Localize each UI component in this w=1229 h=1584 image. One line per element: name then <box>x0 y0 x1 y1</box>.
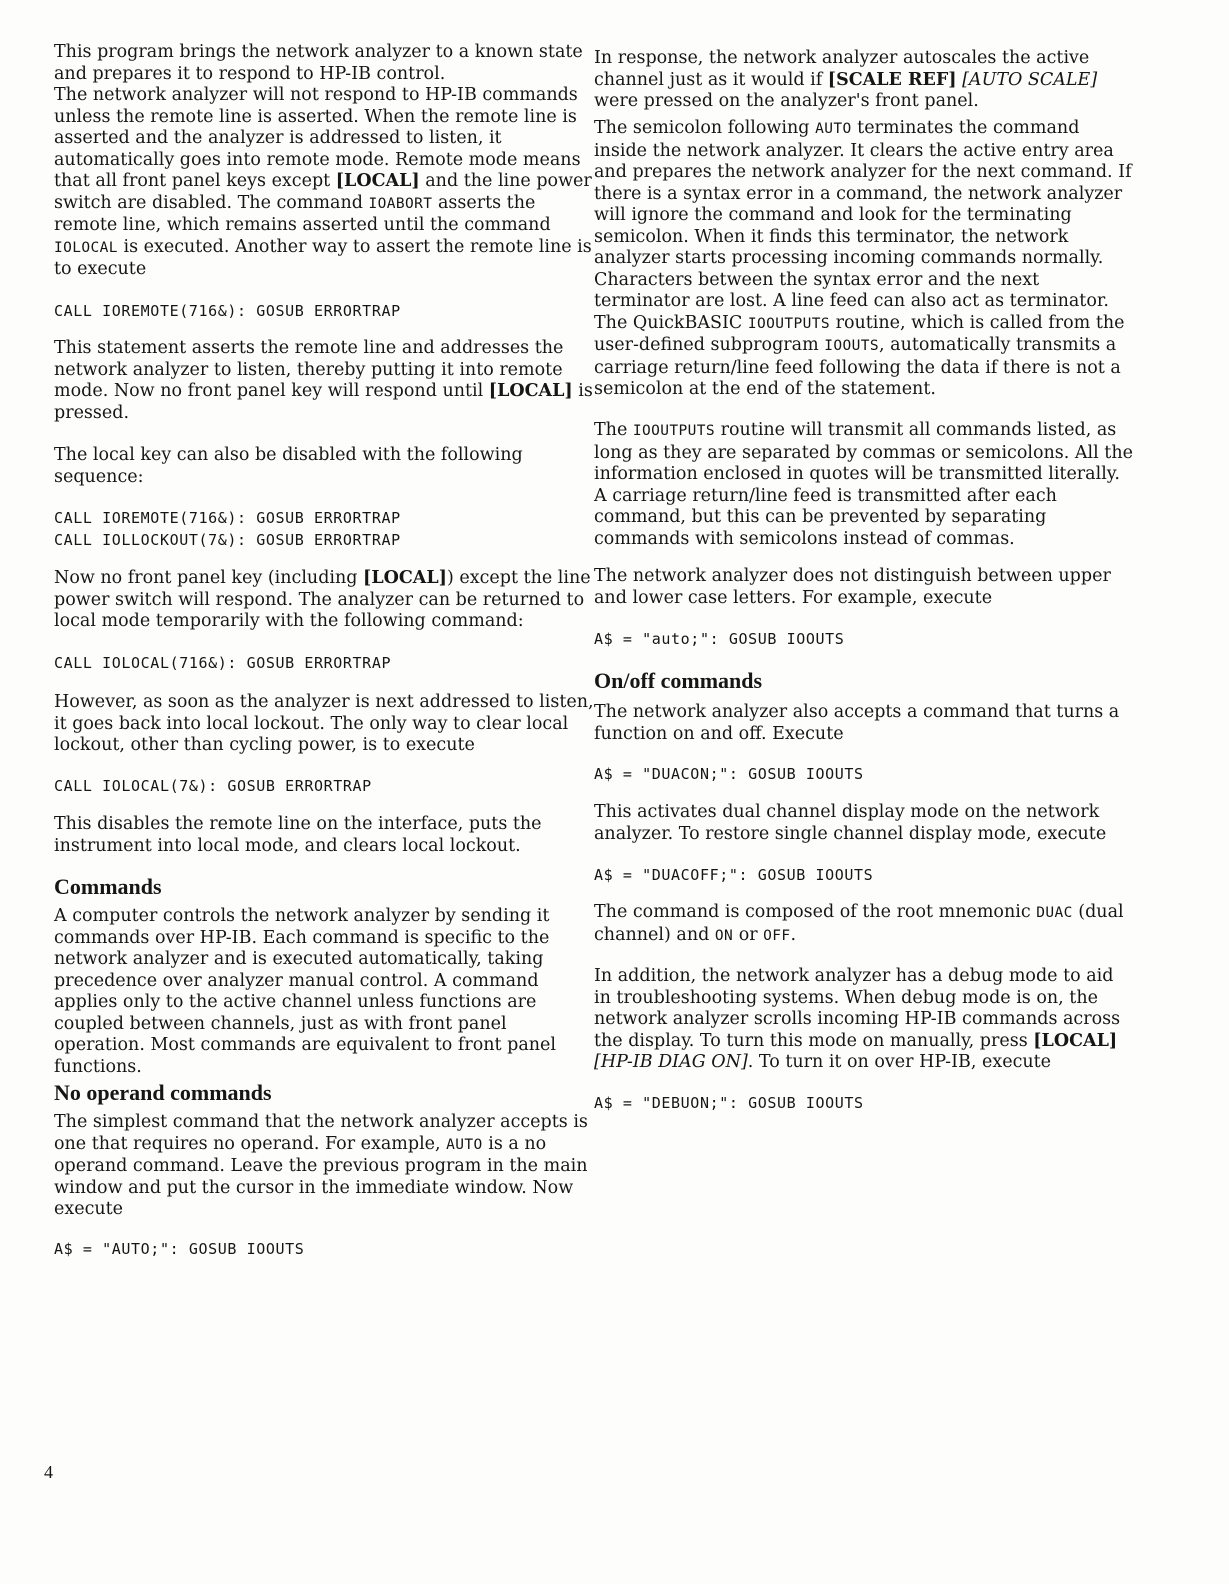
paragraph-local-lockout: However, as soon as the analyzer is next addressed to listen, it goes back into local lockout. The only way to clear local lockout, other than cycling power, is to execute <box>54 692 594 755</box>
paragraph-commands: A computer controls the network analyzer by sending it commands over HP-IB. Each command is specific to the network analyzer and is executed automatically, taking precedence over analyzer manual control. A command applies only to the active channel unless functions are coupled between channels, just as with front panel operation. Most commands are equivalent to front panel functions. <box>54 906 556 1077</box>
code-line: CALL IOLOCAL(716&): GOSUB ERRORTRAP <box>54 654 392 672</box>
paragraph-mnemonic: The command is composed of the root mnemonic DUAC (dual channel) and ON or OFF. <box>594 902 1124 945</box>
paragraph-local-key: The local key can also be disabled with the following sequence: <box>54 445 523 487</box>
paragraph-intro: This program brings the network analyzer to a known state and prepares it to respond to HP-IB control. The network analyzer will not respond to HP-IB commands unless the remote line is asserted. When the remote line is asserted and the analyzer is addressed to listen, it automatically goes into remote mode. Remote mode means that all front panel keys except [LOCAL] and the line power switch are disabled. The command IOABORT asserts the remote line, which remains asserted until the command IOLOCAL is executed. Another way to assert the remote line is to execute <box>54 42 592 279</box>
code-line: A$ = "AUTO;": GOSUB IOOUTS <box>54 1240 305 1258</box>
heading-no-operand: No operand commands <box>54 1080 272 1105</box>
paragraph-lockout: Now no front panel key (including [LOCAL]) except the line power switch will respond. The analyzer can be returned to local mode temporarily with the following command: <box>54 568 591 631</box>
code-line: A$ = "DEBUON;": GOSUB IOOUTS <box>594 1094 864 1112</box>
paragraph-autoscale: In response, the network analyzer autoscales the active channel just as it would if [SCALE REF] [AUTO SCALE] were pressed on the analyzer's front panel. <box>594 48 1098 111</box>
paragraph-no-operand: The simplest command that the network analyzer accepts is one that requires no operand. For example, AUTO is a no operand command. Leave the previous program in the main window and put the cursor in the immediate window. Now execute <box>54 1112 588 1219</box>
code-line: CALL IOREMOTE(716&): GOSUB ERRORTRAP <box>54 302 401 320</box>
code-line: CALL IOLOCAL(7&): GOSUB ERRORTRAP <box>54 777 372 795</box>
code-line: CALL IOREMOTE(716&): GOSUB ERRORTRAP <box>54 509 401 527</box>
paragraph-case: The network analyzer does not distinguish between upper and lower case letters. For example, execute <box>594 566 1111 608</box>
paragraph-debug: In addition, the network analyzer has a debug mode to aid in troubleshooting systems. When debug mode is on, the network analyzer scrolls incoming HP-IB commands across the display. To turn this mode on manually, press [LOCAL] [HP-IB DIAG ON]. To turn it on over HP-IB, execute <box>594 966 1121 1072</box>
code-line: A$ = "DUACOFF;": GOSUB IOOUTS <box>594 866 874 884</box>
paragraph-on-off: The network analyzer also accepts a command that turns a function on and off. Execute <box>594 702 1120 744</box>
paragraph-semicolon: The semicolon following AUTO terminates the command inside the network analyzer. It clears the active entry area and prepares the network analyzer for the next command. If there is a syntax error in a command, the network analyzer will ignore the command and look for the terminating semicolon. When it finds this terminator, the network analyzer starts processing incoming commands normally. Characters between the syntax error and the next terminator are lost. A line feed can also act as terminator. The QuickBASIC IOOUTPUTS routine, which is called from the user-defined subprogram IOOUTS, automatically transmits a carriage return/line feed following the data if there is not a semicolon at the end of the statement. <box>594 118 1132 399</box>
paragraph-disable: This disables the remote line on the interface, puts the instrument into local mode, and clears local lockout. <box>54 814 542 856</box>
page-number: 4 <box>44 1462 53 1482</box>
code-line: CALL IOLLOCKOUT(7&): GOSUB ERRORTRAP <box>54 531 401 549</box>
heading-on-off: On/off commands <box>594 668 763 693</box>
paragraph-iooutputs: The IOOUTPUTS routine will transmit all commands listed, as long as they are separated by commas or semicolons. All the information enclosed in quotes will be transmitted literally. A carriage return/line feed is transmitted after each command, but this can be prevented by separating commands with semicolons instead of commas. <box>594 420 1133 549</box>
paragraph-remote: This statement asserts the remote line and addresses the network analyzer to listen, thereby putting it into remote mode. Now no front panel key will respond until [LOCAL] is pressed. <box>54 338 593 423</box>
code-line: A$ = "auto;": GOSUB IOOUTS <box>594 630 845 648</box>
code-line: A$ = "DUACON;": GOSUB IOOUTS <box>594 765 864 783</box>
heading-commands: Commands <box>54 874 162 899</box>
paragraph-dual-channel: This activates dual channel display mode on the network analyzer. To restore single channel display mode, execute <box>594 802 1107 844</box>
